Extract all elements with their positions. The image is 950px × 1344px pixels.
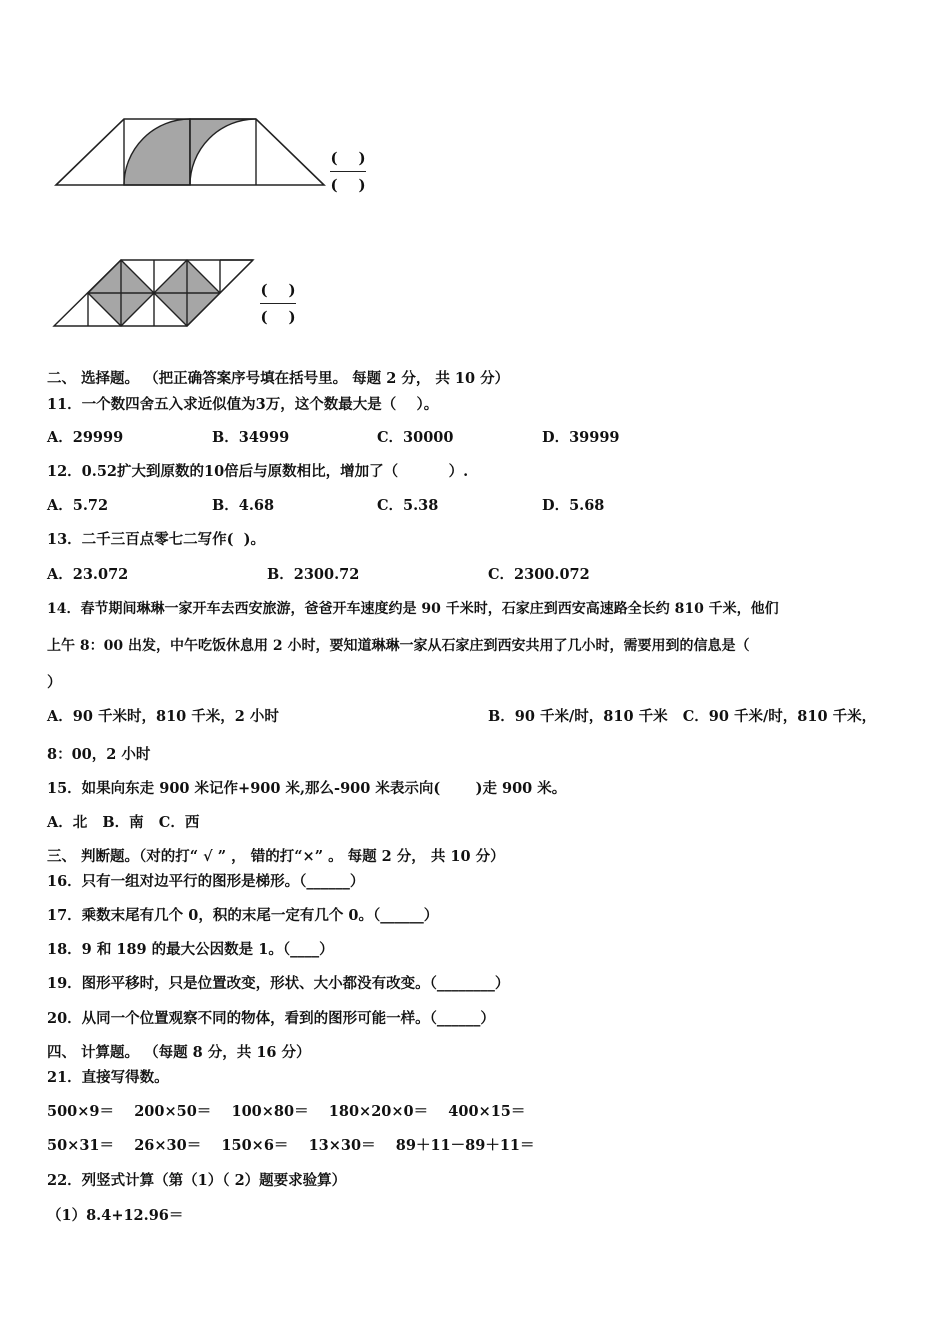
q14-option-c-cont[interactable]: 8：00，2 小时 [47,746,151,763]
q12-option-b[interactable]: B．4.68 [212,497,275,514]
fraction-numerator: ( ) [330,149,366,167]
question-16: 16．只有一组对边平行的图形是梯形。（______） [47,873,365,890]
q11-option-d[interactable]: D．39999 [542,429,620,446]
question-18: 18．9 和 189 的最大公因数是 1。（____） [47,941,334,958]
section2-heading: 二、 选择题。 （把正确答案序号填在括号里。 每题 2 分， 共 10 分） [47,370,510,387]
question-14-line2: 上午 8：00 出发，中午吃饭休息用 2 小时，要知道琳琳一家从石家庄到西安共用了几小时，需要用到的信息是（ [47,638,750,654]
q11-option-c[interactable]: C．30000 [377,429,454,446]
q14-option-bc[interactable]: B．90 千米/时，810 千米 C．90 千米/时，810 千米， [488,708,877,725]
question-14-line1: 14．春节期间琳琳一家开车去西安旅游，爸爸开车速度约是 90 千米时，石家庄到西安高速路全长约 810 千米，他们 [47,601,779,617]
calc-row-2: 50×31＝ 26×30＝ 150×6＝ 13×30＝ 89＋11－89＋11＝ [47,1137,535,1154]
q15-options[interactable]: A．北 B．南 C．西 [47,814,200,831]
question-17: 17．乘数末尾有几个 0，积的末尾一定有几个 0。（______） [47,907,439,924]
calc-row-1: 500×9＝ 200×50＝ 100×80＝ 180×20×0＝ 400×15＝ [47,1103,526,1120]
question-15: 15．如果向东走 900 米记作+900 米,那么-900 米表示向( )走 900 米。 [47,780,567,797]
q11-option-a[interactable]: A．29999 [47,429,124,446]
question-21: 21．直接写得数。 [47,1069,169,1086]
fraction-denominator: ( ) [330,176,366,194]
q14-option-a[interactable]: A．90 千米时，810 千米，2 小时 [47,708,279,725]
question-22-part1: （1）8.4+12.96＝ [47,1207,184,1224]
trapezoid-figure [50,110,330,195]
section4-heading: 四、 计算题。 （每题 8 分，共 16 分） [47,1044,311,1061]
q11-option-b[interactable]: B．34999 [212,429,290,446]
fraction-bar [330,171,366,172]
fraction-answer-1[interactable] [328,148,368,195]
fraction-denominator: ( ) [260,308,296,326]
q13-option-c[interactable]: C．2300.072 [488,566,590,583]
fraction-numerator: ( ) [260,281,296,299]
question-19: 19．图形平移时，只是位置改变，形状、大小都没有改变。（________） [47,975,510,992]
parallelogram-figure [48,252,263,332]
q12-option-a[interactable]: A．5.72 [47,497,109,514]
shaded-quarter-circle-1 [124,119,190,185]
question-22: 22．列竖式计算（第（1）（ 2）题要求验算） [47,1172,347,1189]
shaded-quarter-circle-2 [190,119,256,185]
fraction-answer-2[interactable] [258,280,298,327]
question-11: 11．一个数四舍五入求近似值为3万，这个数最大是（ ）。 [47,396,439,413]
q13-option-a[interactable]: A．23.072 [47,566,129,583]
q12-option-c[interactable]: C．5.38 [377,497,439,514]
question-20: 20．从同一个位置观察不同的物体，看到的图形可能一样。（______） [47,1010,495,1027]
q12-option-d[interactable]: D．5.68 [542,497,605,514]
question-12: 12．0.52扩大到原数的10倍后与原数相比，增加了（ ）. [47,463,469,480]
fraction-bar [260,303,296,304]
question-13: 13．二千三百点零七二写作( )。 [47,531,265,548]
section3-heading: 三、 判断题。（对的打“ √ ” ， 错的打“×” 。 每题 2 分， 共 10 分） [47,848,505,865]
question-14-line3: ） [47,674,62,691]
q13-option-b[interactable]: B．2300.72 [267,566,360,583]
